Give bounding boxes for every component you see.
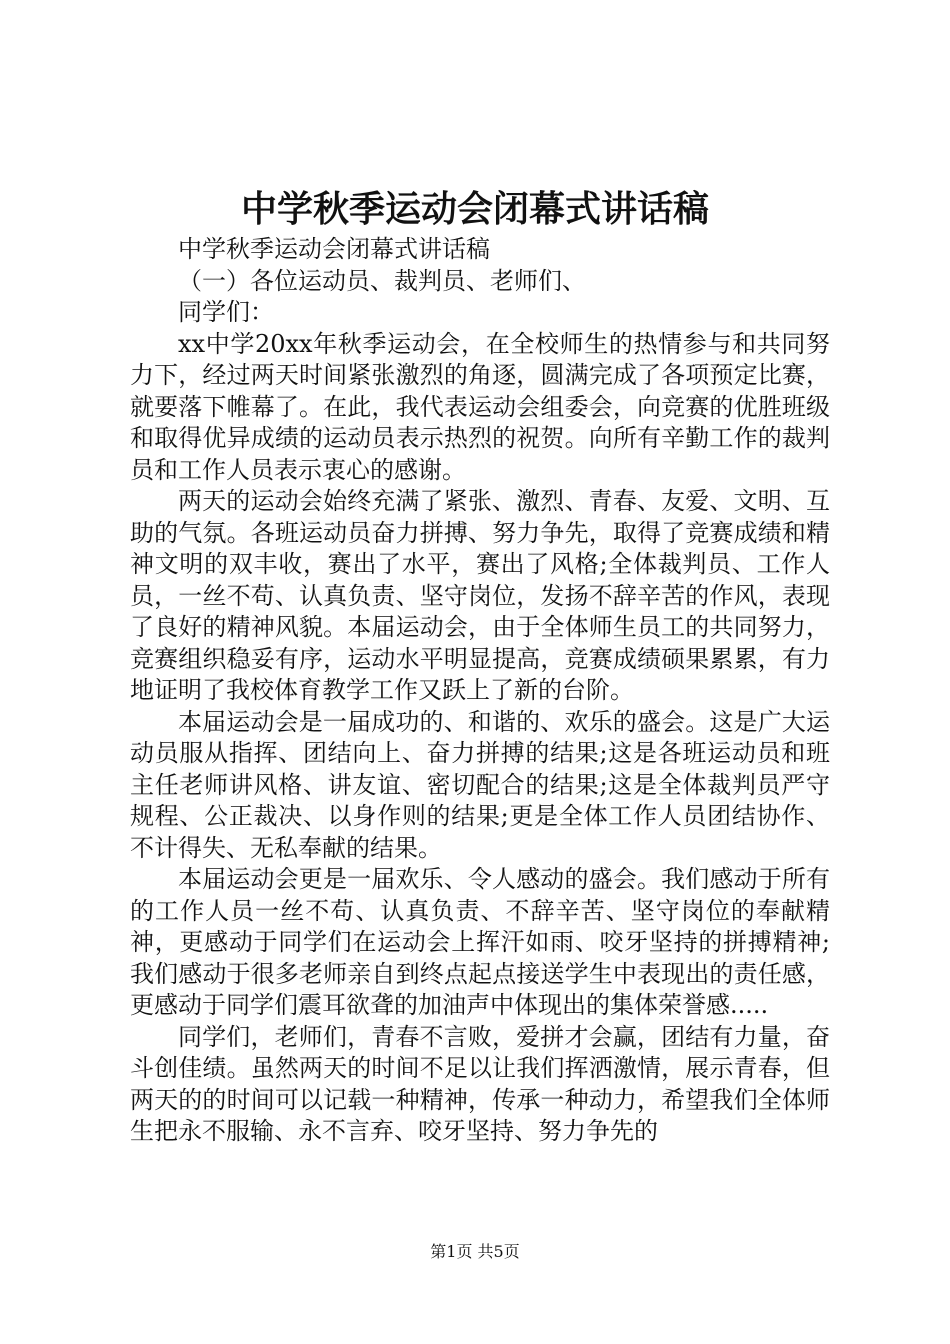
paragraph-success: 本届运动会是一届成功的、和谐的、欢乐的盛会。这是广大运动员服从指挥、团结向上、奋力拼搏的结果;这是各班运动员和班主任老师讲风格、讲友谊、密切配合的结果;这是全体裁判员严守规程、公正裁决、以身作则的结果;更是全体工作人员团结协作、不计得失、无私奉献的结果。 bbox=[130, 707, 830, 862]
paragraph-salutation-2: 同学们： bbox=[178, 298, 274, 326]
paragraph-atmosphere: 两天的运动会始终充满了紧张、激烈、青春、友爱、文明、互助的气氛。各班运动员奋力拼搏、努力争先，取得了竞赛成绩和精神文明的双丰收，赛出了水平，赛出了风格;全体裁判员、工作人员，一丝不苟、认真负责、坚守岗位，发扬不辞辛苦的作风，表现了良好的精神风貌。本届运动会，由于全体师生员工的共同努力，竞赛组织稳妥有序，运动水平明显提高，竞赛成绩硕果累累，有力地证明了我校体育教学工作又跃上了新的台阶。 bbox=[130, 487, 830, 704]
document-title: 中学秋季运动会闭幕式讲话稿 bbox=[240, 188, 709, 230]
paragraph-closing: 同学们，老师们，青春不言败，爱拼才会赢，团结有力量，奋斗创佳绩。虽然两天的时间不足以让我们挥洒激情，展示青春，但两天的的时间可以记载一种精神，传承一种动力，希望我们全体师生把永不服输、永不言弃、咬牙坚持、努力争先的 bbox=[130, 1022, 830, 1145]
paragraph-moving: 本届运动会更是一届欢乐、令人感动的盛会。我们感动于所有的工作人员一丝不苟、认真负责、不辞辛苦、坚守岗位的奉献精神，更感动于同学们在运动会上挥汗如雨、咬牙坚持的拼搏精神;我们感动于很多老师亲自到终点起点接送学生中表现出的责任感，更感动于同学们震耳欲聋的加油声中体现出的集体荣誉感..... bbox=[130, 865, 830, 1019]
paragraph-subtitle: 中学秋季运动会闭幕式讲话稿 bbox=[178, 235, 490, 263]
paragraph-opening: xx中学20xx年秋季运动会，在全校师生的热情参与和共同努力下，经过两天时间紧张激烈的角逐，圆满完成了各项预定比赛，就要落下帷幕了。在此，我代表运动会组委会，向竞赛的优胜班级和取得优异成绩的运动员表示热烈的祝贺。向所有辛勤工作的裁判员和工作人员表示衷心的感谢。 bbox=[130, 329, 830, 484]
document-body bbox=[130, 234, 830, 1148]
paragraph-salutation-1: （一）各位运动员、裁判员、老师们、 bbox=[178, 266, 586, 295]
page-number: 第1页 共5页 bbox=[430, 1242, 520, 1261]
